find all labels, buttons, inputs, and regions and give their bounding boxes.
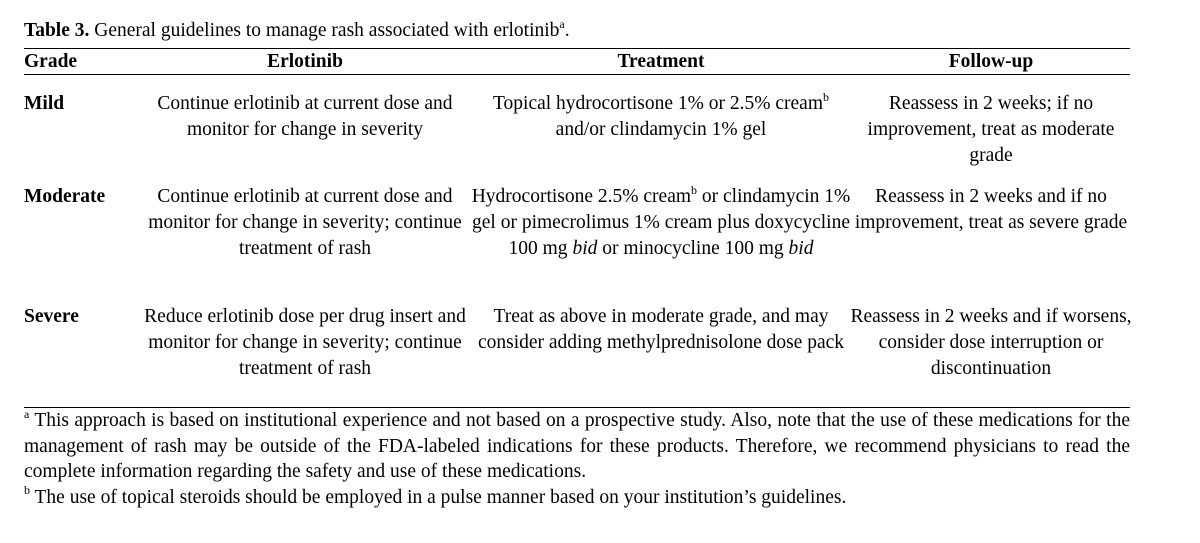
footnote-b-marker: b [24, 483, 30, 497]
row-severe-grade: Severe [24, 306, 79, 327]
header-erlotinib: Erlotinib [267, 51, 343, 72]
row-severe-erlotinib: Reduce erlotinib dose per drug insert and monitor for change in severity; continue treatment of rash [144, 306, 466, 379]
table-header-rule [24, 74, 1130, 75]
row-mild-erlotinib: Continue erlotinib at current dose and monitor for change in severity [157, 93, 453, 140]
footnote-b-marker: b [691, 182, 698, 197]
footnote-b-text: The use of topical steroids should be employed in a pulse manner based on your institution’s guidelines. [30, 486, 847, 508]
row-moderate-follow-up: Reassess in 2 weeks and if no improvement, treat as severe grade [854, 186, 1128, 233]
row-moderate-grade: Moderate [24, 186, 106, 207]
header-follow-up: Follow-up [948, 51, 1034, 72]
row-moderate-treatment: Hydrocortisone 2.5% cream$^b$ or clindamycin 1% gel or pimecrolimus 1% cream plus doxycycline 100 mg bid or minocycline 100 mg bid [471, 182, 851, 259]
header-treatment: Treatment [617, 51, 705, 72]
header-grade: Grade [24, 51, 78, 72]
table-title: General guidelines to manage rash associated with erlotinib [94, 20, 560, 41]
table-label: Table 3. [24, 20, 90, 41]
footnote-a-marker: a [24, 406, 30, 421]
footnote-a-text: This approach is based on institutional experience and not based on a prospective study. Also, note that the use of these medications for the management of rash may be outside of the FDA-labeled indications for these products. Therefore, we recommend physicians to read the complete information regarding the safety and use of these medications. [24, 410, 1130, 482]
table-caption: Table 3. General guidelines to manage rash associated with erlotinib$^a$. [24, 16, 570, 41]
row-severe-treatment: Treat as above in moderate grade, and may consider adding methylprednisolone dose pack [477, 306, 845, 353]
table-title-footnote-marker: a [559, 16, 565, 31]
row-mild-treatment: Topical hydrocortisone 1% or 2.5% cream$^b$ and/or clindamycin 1% gel [492, 89, 830, 140]
footnote-a [24, 408, 1130, 485]
row-mild-follow-up: Reassess in 2 weeks; if no improvement, treat as moderate grade [867, 93, 1115, 166]
table-footnotes [24, 408, 1130, 510]
footnote-b [24, 485, 1130, 511]
row-mild-grade: Mild [24, 93, 65, 114]
row-severe-follow-up: Reassess in 2 weeks and if worsens, consider dose interruption or discontinuation [850, 306, 1132, 379]
footnote-b-marker: b [823, 89, 830, 104]
row-moderate-erlotinib: Continue erlotinib at current dose and monitor for change in severity; continue treatment of rash [148, 186, 462, 259]
